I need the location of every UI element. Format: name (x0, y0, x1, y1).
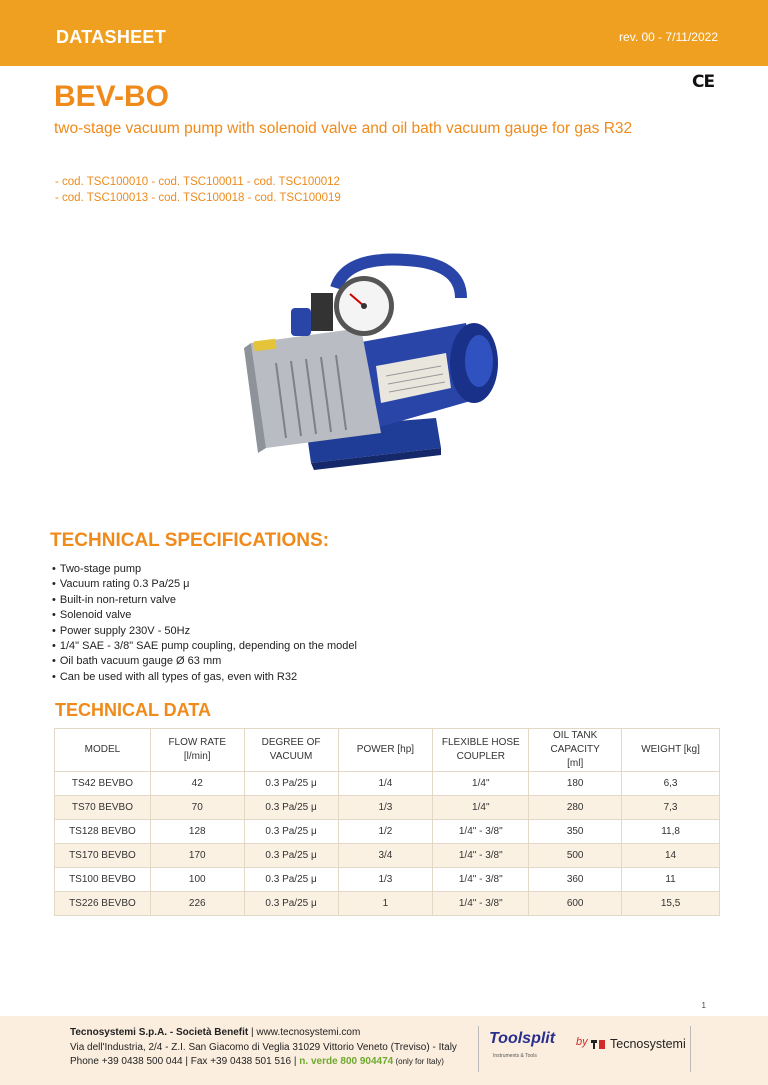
divider (478, 1026, 479, 1072)
column-header-hose-coupler: FLEXIBLE HOSE COUPLER (433, 729, 529, 772)
ce-mark: CE (692, 72, 715, 92)
vacuum-pump-image (236, 248, 516, 478)
table-row (55, 868, 720, 892)
cell-model: TS100 BEVBO (55, 868, 151, 892)
tecnosystemi-logo: Tecnosystemi (610, 1037, 686, 1051)
cell-coupler: 1/4" - 3/8" (433, 868, 529, 892)
toolsplit-tagline: Instruments & Tools (493, 1053, 537, 1059)
cell-flow-rate: 170 (150, 844, 244, 868)
technical-data-table (54, 728, 720, 916)
revision-date: rev. 00 - 7/11/2022 (619, 30, 718, 44)
phone-fax: Phone +39 0438 500 044 | Fax +39 0438 501 516 | (70, 1056, 300, 1067)
cell-weight: 6,3 (622, 772, 720, 796)
spec-item: • Solenoid valve (52, 608, 357, 623)
cell-power: 1/4 (338, 772, 433, 796)
cell-weight: 11 (622, 868, 720, 892)
cell-model: TS226 BEVBO (55, 892, 151, 916)
cell-coupler: 1/4" (433, 772, 529, 796)
table-row (55, 820, 720, 844)
spec-item: • 1/4" SAE - 3/8" SAE pump coupling, depending on the model (52, 639, 357, 654)
footer-line (70, 1055, 457, 1070)
cell-coupler: 1/4" - 3/8" (433, 892, 529, 916)
page-number: 1 (701, 1001, 706, 1010)
cell-power: 1/2 (338, 820, 433, 844)
footer-line (70, 1026, 457, 1041)
cell-model: TS42 BEVBO (55, 772, 151, 796)
by-label: by (576, 1036, 588, 1048)
column-header-oil-tank: OIL TANK CAPACITY [ml] (529, 729, 622, 772)
cell-vacuum: 0.3 Pa/25 μ (244, 796, 338, 820)
cell-power: 1 (338, 892, 433, 916)
toll-free-number: n. verde 800 904474 (299, 1056, 394, 1067)
cell-vacuum: 0.3 Pa/25 μ (244, 892, 338, 916)
codes-line: - cod. TSC100010 - cod. TSC100011 - cod. TSC100012 (55, 176, 340, 188)
cell-coupler: 1/4" (433, 796, 529, 820)
cell-flow-rate: 226 (150, 892, 244, 916)
website-link[interactable]: | www.tecnosystemi.com (248, 1027, 361, 1038)
spec-item: • Two-stage pump (52, 562, 357, 577)
cell-vacuum: 0.3 Pa/25 μ (244, 868, 338, 892)
spec-item: • Vacuum rating 0.3 Pa/25 μ (52, 577, 357, 592)
product-name: BEV-BO (54, 80, 170, 113)
product-codes (55, 174, 341, 206)
cell-coupler: 1/4" - 3/8" (433, 820, 529, 844)
header-bar (0, 0, 768, 66)
cell-oil-tank: 180 (529, 772, 622, 796)
cell-coupler: 1/4" - 3/8" (433, 844, 529, 868)
column-header-flow-rate: FLOW RATE [l/min] (150, 729, 244, 772)
cell-power: 1/3 (338, 868, 433, 892)
table-header-row (55, 729, 720, 772)
cell-oil-tank: 500 (529, 844, 622, 868)
technical-data-heading: TECHNICAL DATA (55, 700, 211, 720)
cell-power: 1/3 (338, 796, 433, 820)
column-header-weight: WEIGHT [kg] (622, 729, 720, 772)
table-row (55, 892, 720, 916)
divider (690, 1026, 691, 1072)
company-name: Tecnosystemi S.p.A. - Società Benefit (70, 1027, 249, 1038)
cell-model: TS128 BEVBO (55, 820, 151, 844)
cell-model: TS170 BEVBO (55, 844, 151, 868)
cell-flow-rate: 128 (150, 820, 244, 844)
footer-address: Via dell'Industria, 2/4 - Z.I. San Giacomo di Veglia 31029 Vittorio Veneto (Treviso) - Italy (70, 1041, 457, 1053)
toolsplit-logo: Toolsplit (489, 1030, 556, 1047)
specifications-list (52, 562, 357, 685)
cell-weight: 14 (622, 844, 720, 868)
cell-oil-tank: 280 (529, 796, 622, 820)
table-row (55, 844, 720, 868)
cell-oil-tank: 600 (529, 892, 622, 916)
cell-vacuum: 0.3 Pa/25 μ (244, 844, 338, 868)
tecnosystemi-logo-icon (591, 1040, 605, 1049)
column-header-degree-of-vacuum: DEGREE OF VACUUM (244, 729, 338, 772)
cell-flow-rate: 70 (150, 796, 244, 820)
cell-weight: 15,5 (622, 892, 720, 916)
cell-power: 3/4 (338, 844, 433, 868)
cell-oil-tank: 360 (529, 868, 622, 892)
document-type-title: DATASHEET (56, 27, 167, 47)
cell-flow-rate: 100 (150, 868, 244, 892)
cell-weight: 11,8 (622, 820, 720, 844)
table-row (55, 796, 720, 820)
cell-weight: 7,3 (622, 796, 720, 820)
cell-vacuum: 0.3 Pa/25 μ (244, 772, 338, 796)
cell-flow-rate: 42 (150, 772, 244, 796)
footer-contact (70, 1026, 457, 1070)
spec-item: • Oil bath vacuum gauge Ø 63 mm (52, 654, 357, 669)
toll-free-note: (only for Italy) (393, 1057, 444, 1066)
spec-item: • Can be used with all types of gas, even with R32 (52, 670, 357, 685)
codes-line: - cod. TSC100013 - cod. TSC100018 - cod. TSC100019 (55, 192, 341, 204)
cell-vacuum: 0.3 Pa/25 μ (244, 820, 338, 844)
column-header-power: POWER [hp] (338, 729, 433, 772)
cell-model: TS70 BEVBO (55, 796, 151, 820)
cell-oil-tank: 350 (529, 820, 622, 844)
technical-specifications-heading: TECHNICAL SPECIFICATIONS: (50, 530, 330, 551)
product-subtitle: two-stage vacuum pump with solenoid valve and oil bath vacuum gauge for gas R32 (54, 120, 633, 137)
table-row (55, 772, 720, 796)
spec-item: • Power supply 230V - 50Hz (52, 624, 357, 639)
spec-item: • Built-in non-return valve (52, 593, 357, 608)
column-header-model: MODEL (55, 729, 151, 772)
